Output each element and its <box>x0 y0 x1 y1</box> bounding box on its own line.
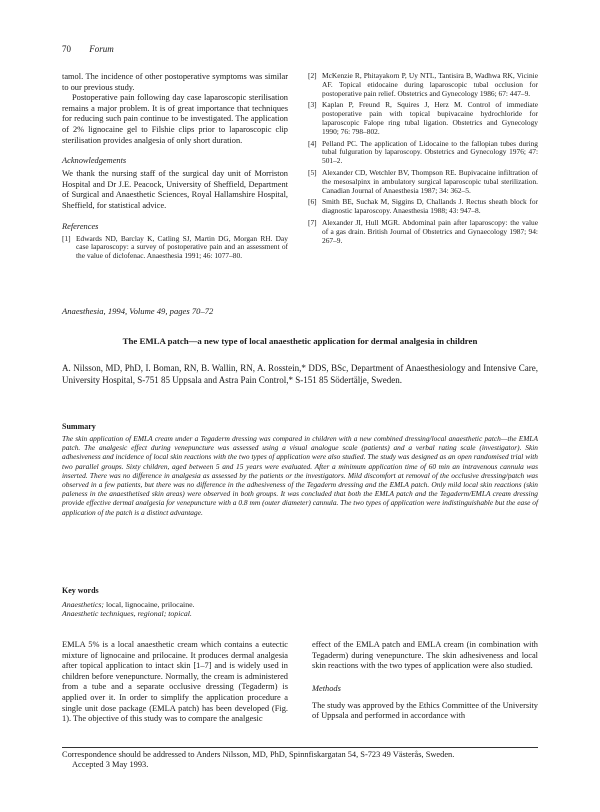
body-intro-text: EMLA 5% is a local anaesthetic cream which contains a eutectic mixture of lignocaine and prilocaine. It produces dermal analgesia after topical application to intact skin [1–7] and is widely used in children before venepuncture. Normally, the cream is administered from a tube and a separate occlusive dressing (Tegaderm) is applied over it. In order to simplify the application procedure a single unit dose package (EMLA patch) has been developed (Fig. 1). The objective of this study was to compare the analgesic <box>62 640 288 724</box>
article-title: The EMLA patch—a new type of local anaesthetic application for dermal analgesia in children <box>122 336 478 346</box>
body-intro-continued: effect of the EMLA patch and EMLA cream (in combination with Tegaderm) during venepuncture. The skin adhesiveness and local skin reactions with the two types of application were also studied. <box>312 640 538 671</box>
keywords-line-1: Anaesthetics; local, lignocaine, prilocaine. <box>62 600 195 609</box>
reference-item: [5] Alexander CD, Wetchler BV, Thompson RE. Bupivacaine infiltration of the mesosalpinx in ambulatory surgical laparoscopic tubal sterilization. Canadian Journal of Anaesthesia 1987; 34: 362–5. <box>308 167 538 195</box>
acknowledgements-heading: Acknowledgements <box>62 156 127 166</box>
summary-heading: Summary <box>62 422 96 431</box>
reference-item: [7] Alexander JI, Hull MGR. Abdominal pain after laparoscopy: the value of a gas drain. British Journal of Obstetrics and Gynaecology 1987; 94: 267–9. <box>308 217 538 245</box>
article-authors: A. Nilsson, MD, PhD, I. Boman, RN, B. Wallin, RN, A. Rosstein,* DDS, BSc, Department of Anaesthesiology and Intensive Care, University Hospital, S-751 85 Uppsala and Astra Pain Control,* S-151 85 Södertälje, Sweden. <box>62 363 538 386</box>
reference-item: [6] Smith BE, Suchak M, Siggins D, Challands J. Rectus sheath block for diagnostic laparoscopy. Anaesthesia 1988; 43: 947–8. <box>308 197 538 216</box>
reference-item: [3] Kaplan P, Freund R, Squires J, Herz M. Control of immediate postoperative pain with topical bupivacaine hydrochloride for laparoscopic Falope ring tubal ligation. Obstetrics and Gynecology 1990; 76: 798–802. <box>308 100 538 136</box>
references-list-right <box>308 72 538 245</box>
body-left-column <box>62 640 288 731</box>
footnote-accepted: Accepted 3 May 1993. <box>72 760 149 770</box>
methods-heading: Methods <box>312 683 341 693</box>
prev-article-right-column <box>308 72 538 248</box>
page-header <box>62 44 114 54</box>
prev-para-2: Postoperative pain following day case laparoscopic sterilisation remains a major problem. It is of great importance that techniques for reducing such pain continue to be investigated. The application of 2% lignocaine gel to Filshie clips prior to laparoscopic clip sterilisation provides analgesia of only short duration. <box>62 93 288 145</box>
references-list-left <box>62 235 288 261</box>
reference-item: [1] Edwards ND, Barclay K, Catling SJ, Martin DG, Morgan RH. Day case laparoscopy: a survey of postoperative pain and an assessment of the value of diclofenac. Anaesthesia 1991; 46: 1077–80. <box>62 233 288 261</box>
reference-item: [4] Pelland PC. The application of Lidocaine to the fallopian tubes during tubal fulguration by laparoscopy. Obstetrics and Gynecology 1976; 47: 501–2. <box>308 138 538 166</box>
keywords-heading: Key words <box>62 586 99 595</box>
summary-section <box>62 422 538 517</box>
keywords-line-2: Anaesthetic techniques, regional; topical. <box>62 609 192 619</box>
acknowledgements-text: We thank the nursing staff of the surgical day unit of Morriston Hospital and Dr J.E. Peacock, University of Sheffield, Department of Surgical and Anaesthetic Sciences, Royal Hallamshire Hospital, Sheffield, for statistical advice. <box>62 169 288 210</box>
references-heading: References <box>62 221 99 231</box>
footnote-rule <box>62 747 538 748</box>
summary-text: The skin application of EMLA cream under a Tegaderm dressing was compared in children with a new combined dressing/local anaesthetic patch—the EMLA patch. The analgesic effect during venepuncture was assessed using a visual analogue scale (patients) and a verbal rating scale (investigator). Skin adhesiveness and incidence of local skin reactions with the two types of application were also studied. The study was designed as an open randomised trial with two parallel groups. Sixty children, aged between 5 and 15 years were evaluated. After a minimum application time of 60 min an intravenous cannula was inserted. There was no difference in analgesia as assessed by the patients or the investigators. Mild discomfort at removal of the occlusive dressing/patch was observed in a few patients, but there was no difference in the adhesiveness of the Tegaderm dressing and the EMLA patch. Only mild local skin reactions (skin paleness in the anaesthetised skin areas) were observed in both groups. It was concluded that both the EMLA patch and the Tegaderm/EMLA cream dressing provide effective dermal analgesia for venepuncture with a 0.8 mm (outer diameter) cannula. The two types of application were indistinguishable but the ease of application of the patch is a distinct advantage. <box>62 434 538 517</box>
prev-article-left-column <box>62 72 288 264</box>
prev-para-1: tamol. The incidence of other postoperative symptoms was similar to our previous study. <box>62 72 288 92</box>
body-right-column <box>312 640 538 728</box>
methods-text: The study was approved by the Ethics Committee of the University of Uppsala and performed in accordance with <box>312 700 538 721</box>
keywords-section <box>62 586 538 619</box>
journal-section: Forum <box>89 44 114 54</box>
page-number: 70 <box>62 44 71 54</box>
reference-item: [2] McKenzie R, Phitayakorn P, Uy NTL, Tantisira B, Wadhwa RK, Vicinie AF. Topical etidocaine during laparoscopic tubal occlusion for postoperative pain relief. Obstetrics and Gynecology 1986; 67: 447–9. <box>308 71 538 98</box>
footnote-correspondence: Correspondence should be addressed to Anders Nilsson, MD, PhD, Spinnfiskargatan 54, S-723 49 Västerås, Sweden. <box>62 750 455 759</box>
footnote <box>62 750 538 771</box>
article-citation: Anaesthesia, 1994, Volume 49, pages 70–72 <box>62 306 214 316</box>
